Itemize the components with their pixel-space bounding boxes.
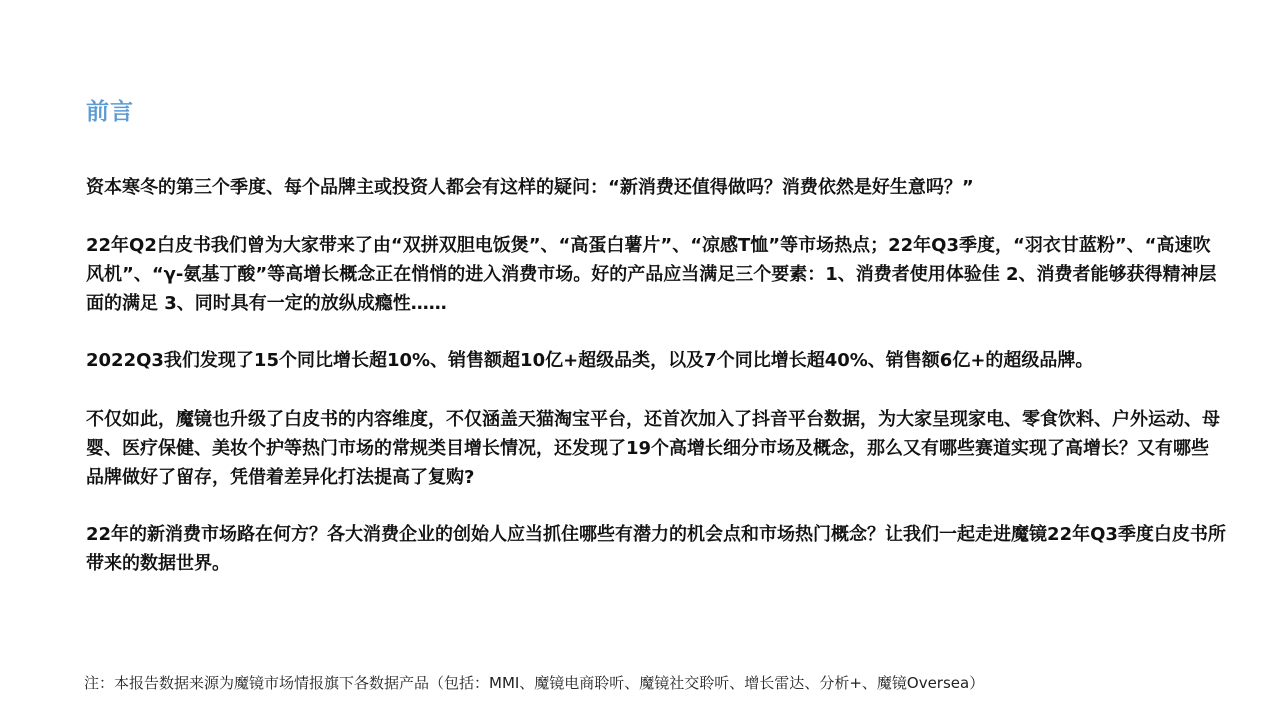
intro-paragraph-5: 22年的新消费市场路在何方？各大消费企业的创始人应当抓住哪些有潜力的机会点和市场热门概念？让我们一起走进魔镜22年Q3季度白皮书所带来的数据世界。	[86, 524, 1226, 574]
intro-paragraph-2: 22年Q2白皮书我们曾为大家带来了由“双拼双胆电饭煲”、“高蛋白薯片”、“凉感T恤”等市场热点；22年Q3季度，“羽衣甘蓝粉”、“高速吹风机”、“γ-氨基丁酸”等高增长概念正在悄悄的进入消费市场。好的产品应当满足三个要素：1、消费者使用体验佳 2、消费者能够获得精神层面的满足 3、同时具有一定的放纵成瘾性……	[86, 235, 1217, 314]
intro-paragraph-1: 资本寒冬的第三个季度、每个品牌主或投资人都会有这样的疑问：“新消费还值得做吗？消费依然是好生意吗？”	[86, 177, 974, 198]
page-title: 前言	[86, 99, 134, 125]
intro-paragraph-4: 不仅如此，魔镜也升级了白皮书的内容维度，不仅涵盖天猫淘宝平台，还首次加入了抖音平台数据，为大家呈现家电、零食饮料、户外运动、母婴、医疗保健、美妆个护等热门市场的常规类目增长情况，还发现了19个高增长细分市场及概念，那么又有哪些赛道实现了高增长？又有哪些品牌做好了留存，凭借着差异化打法提高了复购?	[86, 409, 1220, 488]
intro-paragraph-3: 2022Q3我们发现了15个同比增长超10%、销售额超10亿+超级品类，以及7个同比增长超40%、销售额6亿+的超级品牌。	[86, 350, 1094, 371]
data-source-footnote: 注：本报告数据来源为魔镜市场情报旗下各数据产品（包括：MMI、魔镜电商聆听、魔镜社交聆听、增长雷达、分析+、魔镜Oversea）	[84, 674, 985, 692]
